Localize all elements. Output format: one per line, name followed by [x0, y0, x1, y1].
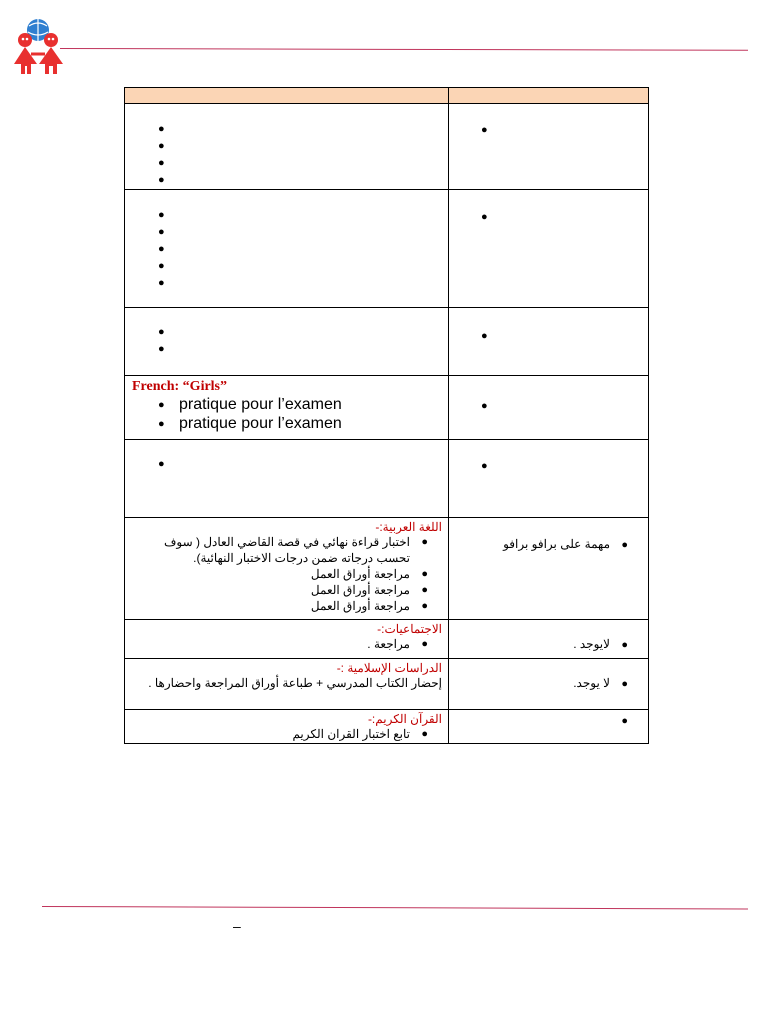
- list-item: [125, 172, 448, 189]
- french-cell: [125, 376, 449, 440]
- list-item: [125, 258, 448, 275]
- list-item: [449, 326, 648, 343]
- quran-cell: [125, 710, 449, 744]
- row-left-cell: [125, 440, 449, 518]
- table-row: [125, 440, 649, 518]
- islamic-cell: [125, 659, 449, 710]
- list-item: [449, 456, 648, 473]
- table-row: [125, 308, 649, 376]
- row-right-cell: [449, 308, 649, 376]
- school-logo-icon: [10, 16, 66, 76]
- list-item: [125, 341, 448, 358]
- social-right-item: ● لايوجد .: [449, 636, 648, 652]
- list-item: [125, 241, 448, 258]
- quran-heading: القرآن الكريم:-: [367, 712, 442, 726]
- list-item: [125, 224, 448, 241]
- arabic-right-cell: [449, 518, 649, 620]
- quran-item: ● تابع اختبار القران الكريم: [125, 726, 448, 742]
- list-item: [449, 207, 648, 224]
- french-item: ● pratique pour l’examen: [125, 414, 448, 433]
- arabic-item: ● مراجعة أوراق العمل: [125, 598, 448, 614]
- list-item: [125, 155, 448, 172]
- list-item: [449, 120, 648, 137]
- table-row-social: [125, 620, 649, 659]
- islamic-heading: الدراسات الإسلامية :-: [336, 661, 442, 675]
- list-item: [125, 275, 448, 292]
- row-left-cell: [125, 104, 449, 190]
- footer-dash: –: [233, 918, 241, 934]
- header-cell-right: [449, 88, 649, 104]
- row-right-cell: [449, 440, 649, 518]
- list-item: [125, 121, 448, 138]
- table-row-islamic: [125, 659, 649, 710]
- arabic-item: ● مراجعة أوراق العمل: [125, 566, 448, 582]
- row-right-cell: [449, 104, 649, 190]
- row-left-cell: [125, 308, 449, 376]
- islamic-text: إحضار الكتاب المدرسي + طباعة أوراق المراجعة واحضارها .: [148, 676, 442, 690]
- header-rule: [60, 48, 748, 51]
- table-header-row: [125, 88, 649, 104]
- social-item: ● مراجعة .: [125, 636, 448, 652]
- arabic-item: ● مراجعة أوراق العمل: [125, 582, 448, 598]
- french-item: ● pratique pour l’examen: [125, 395, 448, 414]
- list-item: [125, 138, 448, 155]
- arabic-heading: اللغة العربية:-: [375, 520, 442, 534]
- table-row-arabic: [125, 518, 649, 620]
- footer-rule: [42, 906, 748, 909]
- social-cell: [125, 620, 449, 659]
- header-cell-left: [125, 88, 449, 104]
- table-row: [125, 190, 649, 308]
- list-item: [125, 324, 448, 341]
- list-item: [125, 207, 448, 224]
- list-item: [449, 396, 648, 413]
- row-right-cell: [449, 376, 649, 440]
- table-row-quran: [125, 710, 649, 744]
- table-row: [125, 104, 649, 190]
- arabic-item: ● اختبار قراءة نهائي في قصة القاضي العادل ( سوف تحسب درجاته ضمن درجات الاختبار النهائية).: [125, 534, 448, 566]
- islamic-right-cell: [449, 659, 649, 710]
- arabic-right-item: ● مهمة على برافو برافو: [449, 536, 648, 552]
- social-right-cell: [449, 620, 649, 659]
- arabic-cell: [125, 518, 449, 620]
- quran-right-cell: [449, 710, 649, 744]
- table-row-french: [125, 376, 649, 440]
- french-heading: French: “Girls”: [132, 379, 228, 394]
- islamic-right-item: ● لا يوجد.: [449, 675, 648, 691]
- row-right-cell: [449, 190, 649, 308]
- list-item: [125, 456, 448, 473]
- row-left-cell: [125, 190, 449, 308]
- social-heading: الاجتماعيات:-: [377, 622, 442, 636]
- weekly-plan-table: [124, 87, 649, 744]
